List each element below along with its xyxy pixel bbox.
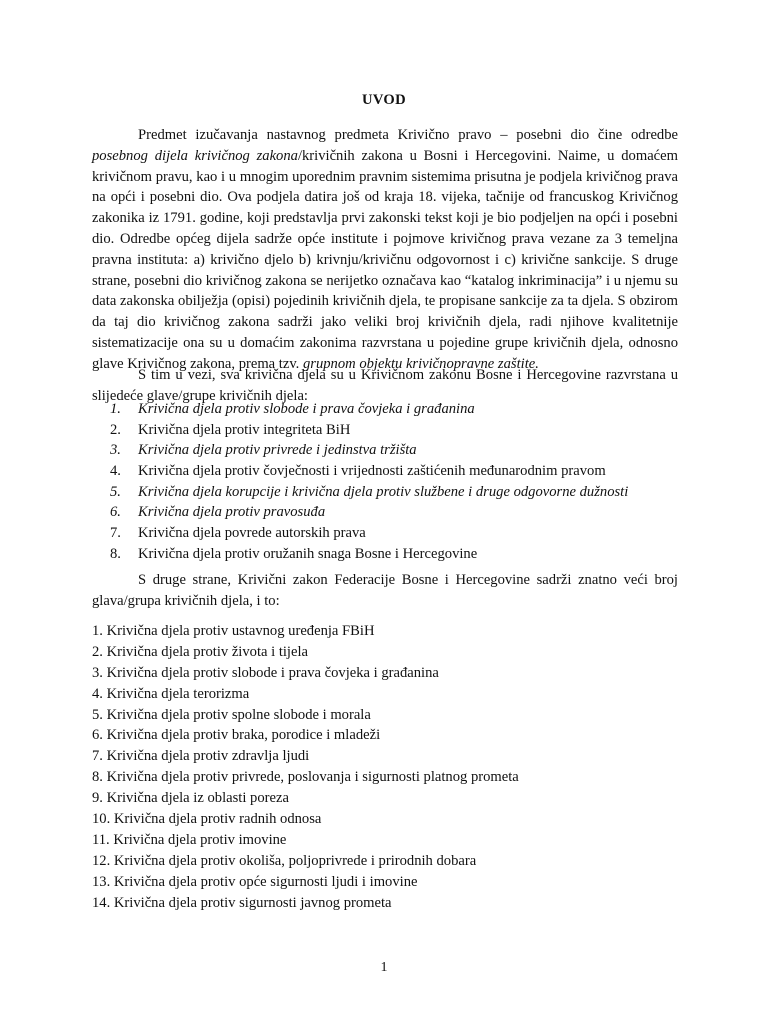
list-item-text: Krivična djela korupcije i krivična djela protiv službene i druge odgovorne dužnosti xyxy=(138,483,629,500)
list-item-number: 7. xyxy=(110,525,121,542)
intro-text-italic-end: grupnom objektu krivičnopravne zaštite. xyxy=(302,355,539,372)
intro-text-a: Predmet izučavanja nastavnog predmeta Krivično pravo – posebni dio čine odredbe xyxy=(138,127,678,143)
list-item xyxy=(110,420,710,441)
list-item-text: Krivična djela protiv privrede i jedinstva tržišta xyxy=(138,442,417,459)
intro-text-c: /krivičnih zakona u Bosni i Hercegovini. Naime, u domaćem krivičnom pravu, kao i u mnogim uporednim pravnim sistemima prisutna je podjela krivičnog prava na opći i posebni dio. Ova podjela datira još od kraja 18. vijeka, tačnije od francuskog Krivičnog zakonika iz 1791. godine, koji predstavlja prvi zakonski tekst koji je bio podjeljen na opći i posebni dio. Odredbe općeg dijela sadrže opće institute i pojmove krivičnog prava vezane za 3 temeljna pravna instituta: a) krivično djelo b) krivnju/krivičnu odgovornost i c) krivične sankcije. S druge strane, posebni dio krivičnog zakona se nerijetko označava kao “katalog inkriminacija” i u njemu su data zakonska obilježja (opisi) pojedinih krivičnih djela, te propisane sankcije za ta djela. S obzirom da taj dio krivičnog zakona sadrži jako veliki broj krivičnih djela, radi njihove kvalitetnije sistematizacije ona su u domaćim zakonima razvrstana u pojedine grupe krivičnih djela, odnosno glave Krivičnog zakona, prema tzv. xyxy=(92,147,678,372)
list-item xyxy=(110,502,710,523)
page-number: 1 xyxy=(380,960,388,975)
fbih-chapter-list xyxy=(92,621,692,913)
list-item-number: 1. xyxy=(110,401,121,417)
list-item xyxy=(110,461,710,482)
list-item-number: 2. xyxy=(110,421,121,438)
page-title: UVOD xyxy=(362,92,406,108)
list-item: 13. Krivična djela protiv opće sigurnosti ljudi i imovine xyxy=(92,873,418,890)
list-item xyxy=(110,523,710,544)
list-item: 8. Krivična djela protiv privrede, poslovanja i sigurnosti platnog prometa xyxy=(92,769,519,786)
list-item: 10. Krivična djela protiv radnih odnosa xyxy=(92,811,322,828)
list-item: 12. Krivična djela protiv okoliša, poljoprivrede i prirodnih dobara xyxy=(92,852,477,869)
bih-intro-text: S tim u vezi, sva krivična djela su u Krivičnom zakonu Bosne i Hercegovine razvrstana u slijedeće glave/grupe krivičnih djela: xyxy=(92,367,678,404)
list-item xyxy=(110,482,710,503)
list-item-text: Krivična djela protiv pravosuđa xyxy=(138,504,326,521)
list-item xyxy=(110,440,710,461)
list-item: 11. Krivična djela protiv imovine xyxy=(92,831,287,848)
list-item-text: Krivična djela protiv slobode i prava čovjeka i građanina xyxy=(138,401,475,417)
list-item xyxy=(110,399,710,420)
list-item-number: 8. xyxy=(110,545,121,562)
list-item-text: Krivična djela protiv čovječnosti i vrijednosti zaštićenih međunarodnim pravom xyxy=(138,463,606,480)
list-item: 1. Krivična djela protiv ustavnog uređenja FBiH xyxy=(92,623,375,639)
list-item-text: Krivična djela povrede autorskih prava xyxy=(138,525,366,542)
list-item: 5. Krivična djela protiv spolne slobode i morala xyxy=(92,706,371,723)
list-item-number: 6. xyxy=(110,504,121,521)
list-item: 9. Krivična djela iz oblasti poreza xyxy=(92,790,289,807)
list-item-number: 5. xyxy=(110,483,121,500)
intro-text-italic: posebnog dijela krivičnog zakona xyxy=(92,147,298,164)
list-item-text: Krivična djela protiv oružanih snaga Bosne i Hercegovine xyxy=(138,545,478,562)
list-item: 3. Krivična djela protiv slobode i prava čovjeka i građanina xyxy=(92,664,439,681)
bih-chapter-list xyxy=(110,399,710,565)
list-item: 14. Krivična djela protiv sigurnosti javnog prometa xyxy=(92,894,392,911)
list-item: 2. Krivična djela protiv života i tijela xyxy=(92,643,308,660)
fbih-intro-paragraph xyxy=(92,570,678,612)
list-item: 7. Krivična djela protiv zdravlja ljudi xyxy=(92,748,310,765)
list-item-number: 4. xyxy=(110,463,121,480)
list-item-number: 3. xyxy=(110,442,121,459)
list-item xyxy=(110,544,710,565)
list-item: 6. Krivična djela protiv braka, porodice i mladeži xyxy=(92,727,381,744)
list-item: 4. Krivična djela terorizma xyxy=(92,685,250,702)
fbih-intro-text: S druge strane, Krivični zakon Federacije Bosne i Hercegovine sadrži znatno veći broj glava/grupa krivičnih djela, i to: xyxy=(92,572,678,609)
intro-paragraph xyxy=(92,125,678,375)
list-item-text: Krivična djela protiv integriteta BiH xyxy=(138,421,351,438)
